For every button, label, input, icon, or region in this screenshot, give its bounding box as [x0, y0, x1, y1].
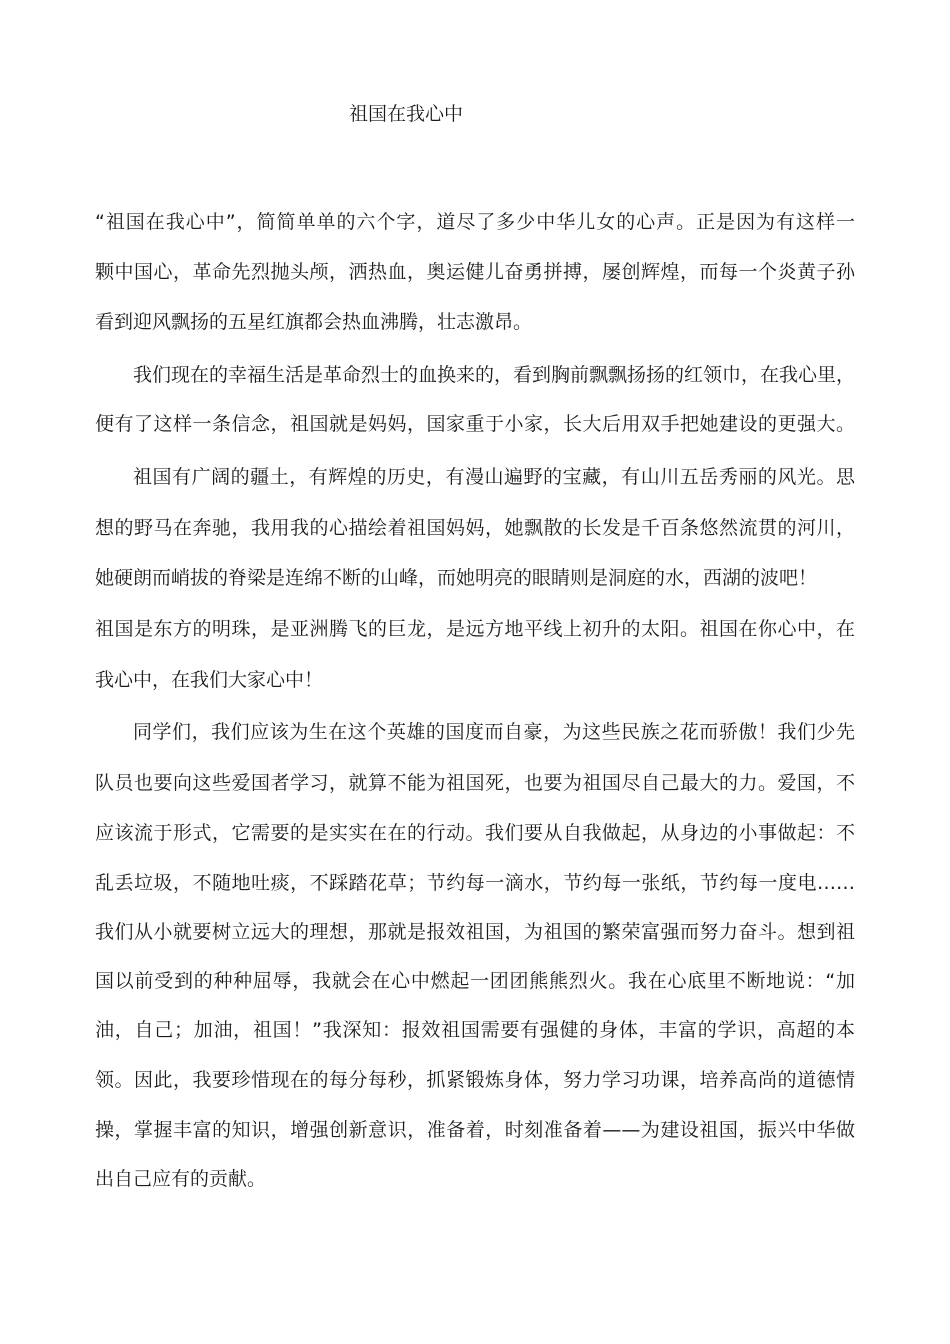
text-line: 同学们，我们应该为生在这个英雄的国度而自豪，为这些民族之花而骄傲！我们少先: [133, 721, 855, 743]
text-line: 祖国有广阔的疆土，有辉煌的历史，有漫山遍野的宝藏，有山川五岳秀丽的风光。思: [133, 466, 855, 488]
text-line: 操，掌握丰富的知识，增强创新意识，准备着，时刻准备着——为建设祖国，振兴中华做: [95, 1119, 855, 1141]
text-line: 应该流于形式，它需要的是实实在在的行动。我们要从自我做起，从身边的小事做起：不: [95, 822, 855, 844]
text-line: 祖国是东方的明珠，是亚洲腾飞的巨龙，是远方地平线上初升的太阳。祖国在你心中，在: [95, 618, 855, 640]
text-line: 我心中，在我们大家心中！: [95, 669, 324, 691]
text-line: 她硬朗而峭拔的脊梁是连绵不断的山峰，而她明亮的眼睛则是洞庭的水，西湖的波吧！: [95, 567, 818, 589]
text-line: 看到迎风飘扬的五星红旗都会热血沸腾，壮志激昂。: [95, 311, 533, 333]
text-line: 我们从小就要树立远大的理想，那就是报效祖国，为祖国的繁荣富强而努力奋斗。想到祖: [95, 921, 855, 943]
text-line: 油，自己；加油，祖国！”我深知：报效祖国需要有强健的身体，丰富的学识，高超的本: [95, 1019, 855, 1041]
text-line: 领。因此，我要珍惜现在的每分每秒，抓紧锻炼身体，努力学习功课，培养高尚的道德情: [95, 1069, 855, 1091]
text-line: 队员也要向这些爱国者学习，就算不能为祖国死，也要为祖国尽自己最大的力。爱国，不: [95, 772, 855, 794]
text-line: 乱丢垃圾，不随地吐痰，不踩踏花草；节约每一滴水，节约每一张纸，节约每一度电……: [95, 872, 855, 894]
text-line: 想的野马在奔驰，我用我的心描绘着祖国妈妈，她飘散的长发是千百条悠然流贯的河川，: [95, 517, 855, 539]
text-line: 我们现在的幸福生活是革命烈士的血换来的，看到胸前飘飘扬扬的红领巾，在我心里，: [133, 364, 856, 386]
document-title: 祖国在我心中: [348, 103, 463, 125]
text-line: 颗中国心，革命先烈抛头颅，洒热血，奥运健儿奋勇拼搏，屡创辉煌，而每一个炎黄子孙: [95, 261, 855, 283]
text-line: 国以前受到的种种屈辱，我就会在心中燃起一团团熊熊烈火。我在心底里不断地说：“加: [95, 970, 855, 992]
text-line: 出自己应有的贡献。: [95, 1168, 267, 1190]
text-line: “祖国在我心中”，简简单单的六个字，道尽了多少中华儿女的心声。正是因为有这样一: [95, 211, 855, 233]
text-line: 便有了这样一条信念，祖国就是妈妈，国家重于小家，长大后用双手把她建设的更强大。: [95, 413, 855, 435]
